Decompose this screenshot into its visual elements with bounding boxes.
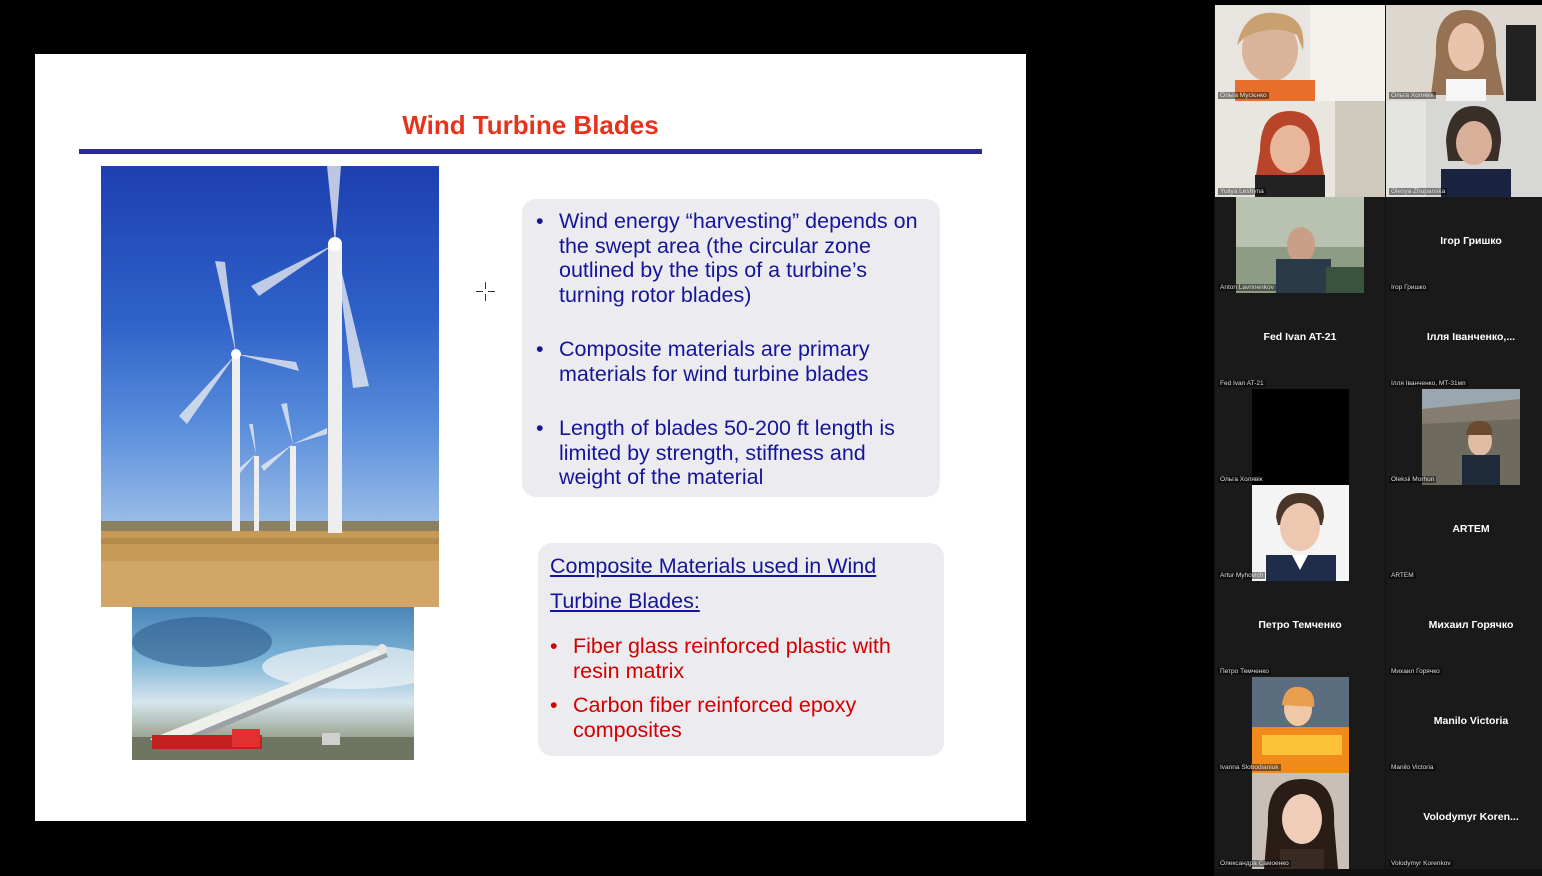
participant-video xyxy=(1386,5,1542,101)
bullet-composite-primary: • Composite materials are primary materials for wind turbine blades xyxy=(536,337,870,386)
bullet-fiber-glass: • Fiber glass reinforced plastic with resin matrix xyxy=(550,634,891,683)
title-divider xyxy=(79,149,982,154)
participant-tile[interactable]: Петро Темченко Петро Темченко xyxy=(1215,581,1385,677)
participant-video xyxy=(1252,389,1349,485)
presentation-slide xyxy=(35,54,1026,821)
participant-tile[interactable]: Manilo Victoria Manilo Victoria xyxy=(1386,677,1542,773)
slide-title: Wind Turbine Blades xyxy=(402,110,659,140)
bullet-carbon-fiber: • Carbon fiber reinforced epoxy composites xyxy=(550,693,857,742)
participant-video xyxy=(1252,773,1349,869)
turbine-blade-transport-photo xyxy=(132,607,414,760)
participant-video xyxy=(1252,485,1349,581)
participant-tile[interactable]: ARTEM ARTEM xyxy=(1386,485,1542,581)
participants-gallery xyxy=(1214,5,1542,876)
crosshair-cursor-icon xyxy=(476,282,495,301)
participant-tile[interactable]: Ольга Мусієнко xyxy=(1215,5,1385,101)
bullet-swept-area: • Wind energy “harvesting” depends on the swept area (the circular zone outlined by the tips of a turbine’s turning rotor blades) xyxy=(536,209,918,307)
participant-tile[interactable]: Anton Lavrinenkov xyxy=(1215,197,1385,293)
participant-tile[interactable]: Ілля Іванченко,... Ілля Іванченко, МТ-31мп xyxy=(1386,293,1542,389)
participant-tile[interactable]: Olesya Zhupanska xyxy=(1386,101,1542,197)
participant-video xyxy=(1422,389,1520,485)
participant-tile[interactable]: Ольга Холявік xyxy=(1215,389,1385,485)
participant-video xyxy=(1386,101,1542,197)
participant-video xyxy=(1236,197,1364,293)
participant-tile[interactable]: Fed Ivan AT-21 Fed Ivan AT-21 xyxy=(1215,293,1385,389)
composite-materials-callout xyxy=(538,543,944,756)
wind-turbines-photo xyxy=(101,166,439,607)
participant-tile[interactable]: Ігор Гришко Ігор Гришко xyxy=(1386,197,1542,293)
participant-tile[interactable]: Михаил Горячко Михаил Горячко xyxy=(1386,581,1542,677)
participant-tile[interactable]: Олександра Самоенко xyxy=(1215,773,1385,869)
composite-materials-link[interactable]: Composite Materials used in Wind Turbine Blades: xyxy=(550,554,877,613)
participant-tile[interactable]: Volodymyr Koren... Volodymyr Korenkov xyxy=(1386,773,1542,869)
participant-video xyxy=(1215,5,1385,101)
participant-tile[interactable]: Oleksii Morhun xyxy=(1386,389,1542,485)
bullet-blade-length: • Length of blades 50-200 ft length is limited by strength, stiffness and weight of the material xyxy=(536,416,895,489)
participant-tile[interactable]: Yuliya Leshyna xyxy=(1215,101,1385,197)
participant-video xyxy=(1215,101,1385,197)
participant-tile[interactable]: Ivanna Slobodianiuk xyxy=(1215,677,1385,773)
swept-area-callout xyxy=(522,199,940,497)
participant-tile[interactable]: Ольга Холявік xyxy=(1386,5,1542,101)
participant-tile[interactable]: Artur Myhovich xyxy=(1215,485,1385,581)
participant-video xyxy=(1252,677,1349,773)
